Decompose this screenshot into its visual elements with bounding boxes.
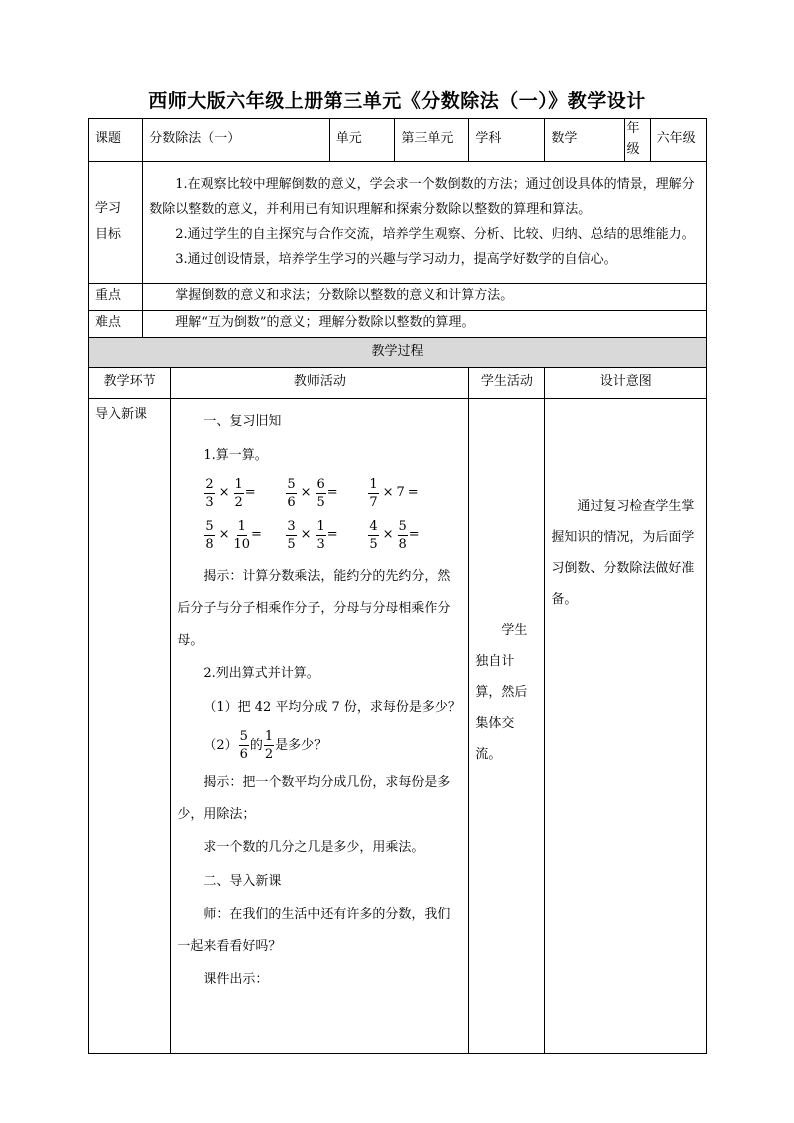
col-header-intent: 设计意图: [545, 367, 707, 398]
difficulties-label: 难点: [89, 310, 143, 337]
lesson-plan-table: [88, 118, 707, 1054]
exercise-row-1: [171, 473, 468, 515]
fraction: $\frac{5}{6}$: [239, 729, 248, 763]
fraction: $\frac{1}{3}$: [316, 519, 325, 553]
reveal-2: 揭示：把一个数平均分成几份，求每份是多少，用除法；: [177, 774, 451, 822]
design-intent-text: 通过复习检查学生掌握知识的情况，为后面学习倒数、分数除法做好准备。: [551, 498, 695, 607]
courseware-label: 课件出示：: [203, 971, 269, 987]
review-heading: 一、复习旧知: [203, 413, 282, 429]
exercise: $\frac{5}{8}$ × $\frac{1}{10}$ =: [205, 519, 262, 553]
key-points-label: 重点: [89, 283, 143, 310]
grade-value: 六年级: [650, 119, 706, 162]
col-header-stage: 教学环节: [89, 367, 171, 398]
fraction: $\frac{6}{5}$: [316, 477, 325, 511]
exercise: $\frac{2}{3}$ × $\frac{1}{2}$ =: [205, 477, 256, 511]
reveal-3: 求一个数的几分之几是多少，用乘法。: [203, 839, 425, 855]
question-1: （1）把 42 平均分成 7 份，求每份是多少？: [203, 699, 461, 715]
key-points-row: [89, 283, 707, 310]
subject-value: 数学: [545, 119, 624, 162]
fraction: $\frac{2}{3}$: [205, 477, 214, 511]
unit-value: 第三单元: [395, 119, 469, 162]
fraction: $\frac{1}{10}$: [233, 519, 251, 553]
list-heading: 2.列出算式并计算。: [203, 665, 320, 681]
difficulties-row: [89, 310, 707, 337]
subject-label: 学科: [469, 119, 545, 162]
fraction: $\frac{5}{8}$: [398, 519, 407, 553]
process-header-row: [89, 367, 707, 398]
objectives-label-line1: 学习: [95, 201, 122, 217]
objectives-row: [89, 161, 707, 283]
objective-item: 2.通过学生的自主探究与合作交流，培养学生观察、分析、比较、归纳、总结的思维能力。: [175, 227, 695, 243]
process-title-row: [89, 337, 707, 367]
process-section-title: 教学过程: [89, 337, 707, 367]
exercise: $\frac{1}{7}$ × 7 =: [369, 477, 419, 511]
header-row: [89, 119, 707, 162]
fraction: $\frac{5}{8}$: [205, 519, 214, 553]
col-header-teacher: 教师活动: [171, 367, 469, 398]
exercise: $\frac{4}{5}$ × $\frac{5}{8}$ =: [369, 519, 420, 553]
objective-item: 3.通过创设情景，培养学生学习的兴趣与学习动力，提高学好数学的自信心。: [175, 252, 617, 268]
teacher-line: 师：在我们的生活中还有许多的分数，我们一起来看看好吗？: [177, 906, 451, 954]
topic-value: 分数除法（一）: [143, 119, 330, 162]
stage-cell: 导入新课: [89, 398, 171, 1053]
exercise: $\frac{5}{6}$ × $\frac{6}{5}$ =: [287, 477, 338, 511]
exercise: $\frac{3}{5}$ × $\frac{1}{3}$ =: [287, 519, 338, 553]
calc-heading: 1.算一算。: [203, 447, 268, 463]
process-body-row: [89, 398, 707, 1053]
fraction: $\frac{5}{6}$: [287, 477, 296, 511]
fraction: $\frac{1}{7}$: [369, 477, 378, 511]
key-points-text: 掌握倒数的意义和求法；分数除以整数的意义和计算方法。: [143, 283, 707, 310]
question-2: （2） $\frac{5}{6}$ 的 $\frac{1}{2}$ 是多少？: [203, 729, 328, 763]
fraction: $\frac{3}{5}$: [287, 519, 296, 553]
intro-heading: 二、导入新课: [203, 873, 282, 889]
design-intent-cell: [545, 398, 707, 1053]
reveal-1: 揭示：计算分数乘法，能约分的先约分，然后分子与分子相乘作分子，分母与分母相乘作分母。: [177, 568, 451, 648]
objective-item: 1.在观察比较中理解倒数的意义，学会求一个数倒数的方法；通过创设具体的情景，理解分数除以整数的意义，并利用已有知识理解和探索分数除以整数的算理和算法。: [149, 177, 695, 218]
difficulties-text: 理解“互为倒数”的意义；理解分数除以整数的算理。: [143, 310, 707, 337]
student-activity-text: 学生独自计算，然后集体交流。: [475, 622, 528, 762]
topic-label: 课题: [89, 119, 143, 162]
objectives-content: [143, 161, 707, 283]
col-header-student: 学生活动: [469, 367, 545, 398]
fraction: $\frac{1}{2}$: [264, 729, 274, 763]
objectives-label-line2: 目标: [95, 227, 122, 243]
student-activity-cell: [469, 398, 545, 1053]
teacher-activity-cell: [171, 398, 469, 1053]
fraction: $\frac{1}{2}$: [234, 477, 243, 511]
unit-label: 单元: [329, 119, 395, 162]
objectives-label: [89, 161, 143, 283]
fraction: $\frac{4}{5}$: [369, 519, 378, 553]
exercise-row-2: [171, 515, 468, 557]
document-title: 西师大版六年级上册第三单元《分数除法（一）》教学设计: [148, 90, 646, 112]
grade-label: 年级: [624, 119, 650, 162]
